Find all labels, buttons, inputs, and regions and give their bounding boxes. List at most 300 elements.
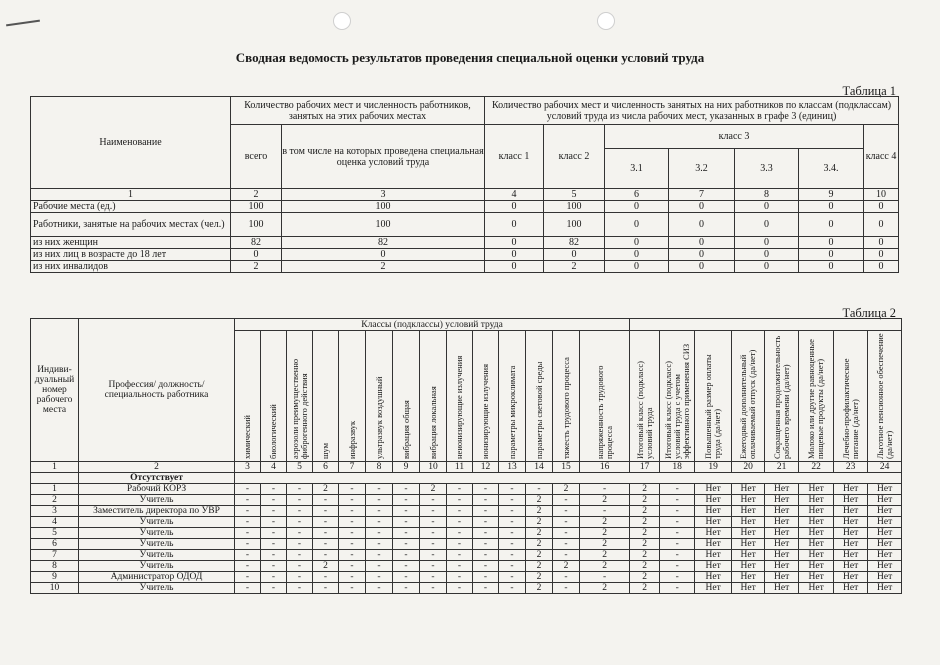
table-cell: - [235, 528, 261, 539]
table-cell: - [420, 528, 447, 539]
table-row [31, 484, 902, 495]
workplace-number: 10 [31, 583, 79, 594]
table-cell: Нет [765, 484, 799, 495]
table-cell: 100 [282, 213, 485, 237]
table-cell: - [287, 517, 313, 528]
column-number: 4 [485, 189, 544, 201]
header-class3-3: 3.3 [735, 149, 799, 189]
column-number: 3 [282, 189, 485, 201]
section-blank [235, 473, 902, 484]
table-cell: - [499, 550, 526, 561]
table-row [31, 249, 899, 261]
extra-header-label: Итоговый класс (подкласс) условий труда [634, 361, 654, 459]
table-cell: - [313, 539, 339, 550]
profession: Учитель [79, 561, 235, 572]
table-cell: 0 [864, 213, 899, 237]
table-cell: - [447, 583, 473, 594]
table-row [31, 539, 902, 550]
table-cell: Нет [732, 583, 765, 594]
table-cell: Нет [799, 561, 834, 572]
factor-header-label: химический [242, 415, 252, 459]
row-label: из них женщин [31, 237, 231, 249]
table-cell: - [339, 550, 366, 561]
extra-header [695, 331, 732, 462]
table-cell: - [313, 583, 339, 594]
profession: Рабочий КОРЗ [79, 484, 235, 495]
extra-header-label: Льготное пенсионное обеспечение (да/нет) [874, 333, 894, 459]
extra-header-label: Сокращенная продолжительность рабочего времени (да/нет) [771, 335, 791, 459]
header-class3-2: 3.2 [669, 149, 735, 189]
table-cell: - [261, 561, 287, 572]
row-label: Работники, занятые на рабочих местах (чел.) [31, 213, 231, 237]
table-cell: - [235, 561, 261, 572]
table-cell: 2 [630, 506, 660, 517]
profession: Учитель [79, 517, 235, 528]
table-cell: - [339, 561, 366, 572]
column-number: 21 [765, 462, 799, 473]
table-cell: 2 [526, 539, 553, 550]
extra-header [868, 331, 902, 462]
column-number: 23 [834, 462, 868, 473]
table-cell: 2 [580, 495, 630, 506]
factor-header-label: ионизирующие излучения [480, 364, 490, 459]
factor-header [313, 331, 339, 462]
summary-table-body [31, 201, 899, 273]
table-cell: - [339, 528, 366, 539]
column-number: 4 [261, 462, 287, 473]
table-cell: - [261, 506, 287, 517]
table-cell: - [420, 583, 447, 594]
table-cell: - [393, 495, 420, 506]
table-cell: 0 [735, 249, 799, 261]
table-cell: Нет [868, 495, 902, 506]
column-number: 20 [732, 462, 765, 473]
profession: Учитель [79, 495, 235, 506]
table-cell: Нет [868, 572, 902, 583]
column-number: 5 [544, 189, 605, 201]
factor-header [339, 331, 366, 462]
column-number: 2 [79, 462, 235, 473]
factor-header [473, 331, 499, 462]
workplace-number: 7 [31, 550, 79, 561]
header-name: Наименование [31, 97, 231, 189]
header-classes: Количество рабочих мест и численность занятых на них работников по классам (подклассам) условий труда из числа рабочих мест, указанных в графе 3 (единиц) [485, 97, 899, 125]
table-cell: - [339, 539, 366, 550]
workplace-number: 9 [31, 572, 79, 583]
table-cell: Нет [799, 506, 834, 517]
table-cell: Нет [834, 572, 868, 583]
table-cell: 0 [735, 261, 799, 273]
table-cell: 0 [605, 237, 669, 249]
extra-header [660, 331, 695, 462]
table-cell: - [393, 550, 420, 561]
table-cell: - [393, 484, 420, 495]
header-profession: Профессия/ должность/ специальность работника [79, 319, 235, 462]
table-row [31, 561, 902, 572]
header-total: всего [231, 125, 282, 189]
factor-header-label: напряженность трудового процесса [594, 365, 614, 459]
table-cell: Нет [732, 539, 765, 550]
table-cell: - [261, 539, 287, 550]
header-class1: класс 1 [485, 125, 544, 189]
factor-header [580, 331, 630, 462]
table-cell: Нет [834, 506, 868, 517]
header-class3-1: 3.1 [605, 149, 669, 189]
table-cell: - [261, 484, 287, 495]
table-cell: 0 [605, 213, 669, 237]
table-cell: - [473, 561, 499, 572]
table-cell: - [366, 528, 393, 539]
factor-header [366, 331, 393, 462]
table-cell: - [420, 517, 447, 528]
table-cell: 0 [605, 249, 669, 261]
table-cell: 2 [580, 583, 630, 594]
table-cell: - [473, 528, 499, 539]
table-cell: 2 [313, 561, 339, 572]
workplaces-table [30, 318, 902, 594]
table-cell: 2 [553, 561, 580, 572]
table-cell: - [553, 550, 580, 561]
table-cell: - [660, 528, 695, 539]
table-cell: Нет [799, 539, 834, 550]
table-cell: Нет [732, 550, 765, 561]
table-cell: - [473, 550, 499, 561]
table-cell: Нет [834, 583, 868, 594]
table-cell: - [499, 484, 526, 495]
table-cell: 0 [485, 261, 544, 273]
column-number: 1 [31, 462, 79, 473]
factor-header-label: параметры микроклимата [506, 365, 517, 459]
section-label: Отсутствует [79, 473, 235, 484]
table-cell: - [235, 550, 261, 561]
table-cell: - [420, 506, 447, 517]
table-cell: 2 [630, 561, 660, 572]
table-cell: - [660, 561, 695, 572]
column-number: 19 [695, 462, 732, 473]
table-cell: - [526, 484, 553, 495]
table-cell: - [473, 583, 499, 594]
factor-header-label: аэрозоли преимущественно фиброгенного действия [289, 358, 309, 459]
table-cell: Нет [868, 561, 902, 572]
table-cell: - [235, 506, 261, 517]
table-cell: - [287, 484, 313, 495]
table-cell: - [287, 539, 313, 550]
table-cell: Нет [695, 528, 732, 539]
extra-header [765, 331, 799, 462]
table-cell: - [313, 550, 339, 561]
workplaces-table-body [31, 484, 902, 594]
table-cell: - [660, 506, 695, 517]
profession: Учитель [79, 539, 235, 550]
table-cell: - [393, 572, 420, 583]
table-row [31, 213, 899, 237]
table-cell: 2 [526, 561, 553, 572]
table-cell: - [660, 539, 695, 550]
table-cell: - [313, 528, 339, 539]
table-cell: - [366, 583, 393, 594]
header-workplace-number: Индиви-дуальный номер рабочего места [31, 319, 79, 462]
table-cell: 0 [485, 237, 544, 249]
table-cell: Нет [695, 550, 732, 561]
table-cell: - [339, 517, 366, 528]
table-cell: - [339, 572, 366, 583]
table-cell: Нет [732, 495, 765, 506]
table-cell: - [499, 506, 526, 517]
table-cell: 2 [526, 550, 553, 561]
table-cell: 0 [799, 201, 864, 213]
table-cell: - [447, 506, 473, 517]
table-cell: Нет [695, 517, 732, 528]
extra-header-label: Повышенный размер оплаты труда (да/нет) [703, 354, 723, 459]
table-cell: Нет [868, 506, 902, 517]
table-cell: 2 [544, 261, 605, 273]
table-cell: 2 [231, 261, 282, 273]
pen-mark [6, 20, 40, 27]
table-cell: Нет [765, 517, 799, 528]
table-cell: - [553, 528, 580, 539]
table-cell: 0 [544, 249, 605, 261]
workplace-number: 1 [31, 484, 79, 495]
table-cell: - [420, 495, 447, 506]
table-cell: 2 [526, 495, 553, 506]
table-cell: 0 [864, 201, 899, 213]
table-cell: - [553, 583, 580, 594]
table-cell: Нет [868, 583, 902, 594]
header-class3-4: 3.4. [799, 149, 864, 189]
workplace-number: 4 [31, 517, 79, 528]
table-cell: - [473, 517, 499, 528]
table-cell: 2 [630, 539, 660, 550]
table-cell: - [473, 484, 499, 495]
column-number: 5 [287, 462, 313, 473]
table-cell: Нет [799, 495, 834, 506]
table-cell: 0 [864, 237, 899, 249]
table-cell: Нет [834, 495, 868, 506]
table-cell: - [366, 484, 393, 495]
punch-hole [333, 12, 351, 30]
table-cell: - [235, 583, 261, 594]
column-number: 3 [235, 462, 261, 473]
table-cell: Нет [765, 561, 799, 572]
column-number: 6 [313, 462, 339, 473]
table-cell: - [235, 539, 261, 550]
table-row [31, 495, 902, 506]
table-cell: 0 [605, 261, 669, 273]
extra-header [834, 331, 868, 462]
table-cell: - [235, 484, 261, 495]
table-cell: Нет [799, 528, 834, 539]
table-cell: - [473, 572, 499, 583]
table-cell: - [447, 550, 473, 561]
table-cell: - [287, 528, 313, 539]
table-cell: - [447, 517, 473, 528]
table-cell: Нет [834, 539, 868, 550]
table-cell: Нет [868, 539, 902, 550]
column-number: 9 [393, 462, 420, 473]
table-cell: Нет [732, 517, 765, 528]
table-cell: Нет [765, 495, 799, 506]
table-cell: 2 [282, 261, 485, 273]
table-row [31, 517, 902, 528]
table-cell: Нет [695, 583, 732, 594]
table-cell: Нет [799, 583, 834, 594]
table-cell: 2 [313, 484, 339, 495]
table-cell: - [499, 517, 526, 528]
column-number: 2 [231, 189, 282, 201]
table-cell: - [420, 539, 447, 550]
table-row [31, 572, 902, 583]
table-cell: Нет [732, 561, 765, 572]
factor-header [261, 331, 287, 462]
table-cell: - [287, 583, 313, 594]
table-cell: Нет [834, 517, 868, 528]
column-number: 9 [799, 189, 864, 201]
header-class4: класс 4 [864, 125, 899, 189]
table-cell: - [393, 583, 420, 594]
column-number: 10 [420, 462, 447, 473]
table-cell: - [660, 517, 695, 528]
factor-header [393, 331, 420, 462]
table-cell: 0 [669, 249, 735, 261]
factor-header-label: вибрация локальная [427, 386, 438, 459]
row-label: Рабочие места (ед.) [31, 201, 231, 213]
table-cell: - [420, 572, 447, 583]
table-cell: - [660, 583, 695, 594]
table-cell: Нет [834, 484, 868, 495]
table-cell: 82 [231, 237, 282, 249]
table-cell: - [339, 583, 366, 594]
table-cell: 2 [526, 572, 553, 583]
table-cell: - [366, 561, 393, 572]
column-number: 24 [868, 462, 902, 473]
table-cell: Нет [799, 572, 834, 583]
table-cell: - [499, 528, 526, 539]
profession: Заместитель директора по УВР [79, 506, 235, 517]
table-cell: 2 [630, 495, 660, 506]
table-cell: - [660, 495, 695, 506]
table-cell: 2 [526, 528, 553, 539]
table-cell: Нет [695, 495, 732, 506]
page-title: Сводная ведомость результатов проведения специальной оценки условий труда [235, 50, 705, 65]
table-cell: 2 [630, 528, 660, 539]
table-cell: 2 [630, 484, 660, 495]
factor-header-label: тяжесть трудового процесса [560, 357, 571, 459]
table-cell: 0 [669, 237, 735, 249]
table-cell: - [313, 517, 339, 528]
table-cell: - [499, 561, 526, 572]
row-label: из них инвалидов [31, 261, 231, 273]
table-cell: Нет [868, 484, 902, 495]
table-cell: 0 [282, 249, 485, 261]
table-cell: 0 [735, 213, 799, 237]
table-cell: Нет [732, 528, 765, 539]
factor-header [235, 331, 261, 462]
table-cell: Нет [695, 572, 732, 583]
table-cell: Нет [834, 550, 868, 561]
table-cell: Нет [695, 506, 732, 517]
table-cell: - [393, 561, 420, 572]
table-cell: - [261, 528, 287, 539]
column-number: 22 [799, 462, 834, 473]
table-cell: - [287, 561, 313, 572]
table-cell: - [447, 561, 473, 572]
table-cell: - [261, 572, 287, 583]
table-cell: 2 [630, 517, 660, 528]
table-cell: - [261, 550, 287, 561]
table-cell: Нет [868, 517, 902, 528]
workplace-number: 3 [31, 506, 79, 517]
header-incl: в том числе на которых проведена специальная оценка условий труда [282, 125, 485, 189]
column-number: 13 [499, 462, 526, 473]
factor-header [553, 331, 580, 462]
workplace-number: 2 [31, 495, 79, 506]
table-cell: Нет [695, 561, 732, 572]
table-cell: Нет [732, 484, 765, 495]
factor-header [526, 331, 553, 462]
profession: Администратор ОДОД [79, 572, 235, 583]
summary-table [30, 96, 899, 273]
column-number: 12 [473, 462, 499, 473]
factor-header [420, 331, 447, 462]
table-cell: 2 [526, 506, 553, 517]
table-cell: - [366, 550, 393, 561]
column-number: 16 [580, 462, 630, 473]
workplace-number: 6 [31, 539, 79, 550]
extra-header-label: Ежегодный дополнительный оплачиваемый отпуск (да/нет) [738, 349, 758, 459]
table-cell: - [287, 495, 313, 506]
factor-header-label: вибрация общая [400, 400, 411, 459]
header-conditions-classes: Классы (подклассы) условий труда [235, 319, 630, 331]
table-cell: - [553, 572, 580, 583]
table-cell: Нет [868, 528, 902, 539]
table-cell: Нет [732, 506, 765, 517]
factor-header-label: шум [320, 442, 330, 459]
extra-header-label: Молоко или другие равноценные пищевые продукты (да/нет) [806, 339, 826, 459]
table-cell: - [339, 495, 366, 506]
column-numbers-row [31, 189, 899, 201]
factor-header-label: биологический [268, 404, 278, 459]
table-cell: - [447, 484, 473, 495]
table-cell: - [366, 572, 393, 583]
table-cell: - [553, 517, 580, 528]
table-cell: - [235, 572, 261, 583]
table-cell: 2 [630, 572, 660, 583]
table-cell: Нет [834, 528, 868, 539]
column-number: 18 [660, 462, 695, 473]
table-cell: - [261, 517, 287, 528]
extra-header-label: Лечебно-профилактическое питание (да/нет) [840, 358, 860, 459]
table-cell: 0 [669, 201, 735, 213]
workplace-number: 5 [31, 528, 79, 539]
table-row [31, 528, 902, 539]
column-number: 10 [864, 189, 899, 201]
table-cell: 100 [231, 213, 282, 237]
table-row [31, 583, 902, 594]
table-cell: Нет [732, 572, 765, 583]
table-cell: 0 [669, 261, 735, 273]
extra-header-label: Итоговый класс (подкласс) условий труда с учетом эффективного применения СИЗ [662, 343, 691, 459]
table-cell: - [420, 561, 447, 572]
extra-header [630, 331, 660, 462]
table-cell: - [473, 539, 499, 550]
table-row [31, 261, 899, 273]
table-cell: - [553, 495, 580, 506]
table-cell: - [287, 550, 313, 561]
table-cell: - [313, 495, 339, 506]
table-cell: 2 [580, 528, 630, 539]
table-cell: 0 [735, 201, 799, 213]
table-cell: - [660, 550, 695, 561]
